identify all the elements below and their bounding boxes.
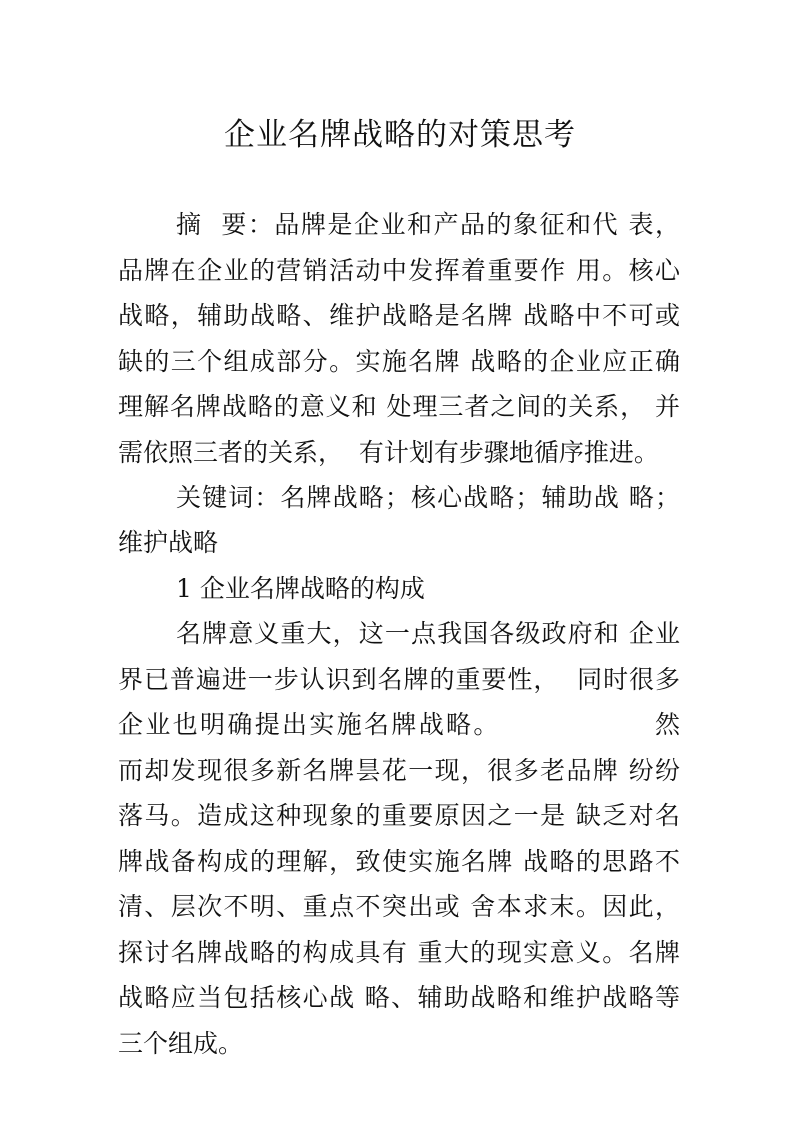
body-line: 战略应当包括核心战 略、辅助战略和维护战略等 [118, 983, 680, 1012]
body-line: 三个组成。 [118, 1029, 244, 1058]
body-line: 落马。造成这种现象的重要原因之一是 缺乏对名 [118, 801, 680, 830]
body-line: 牌战备构成的理解，致使实施名牌 战略的思路不 [118, 847, 680, 876]
abstract-line: 需依照三者的关系， 有计划有步骤地循序推进。 [118, 438, 659, 467]
abstract-line: 理解名牌战略的意义和 处理三者之间的关系， 并 [118, 392, 680, 421]
body-line: 探讨名牌战略的构成具有 重大的现实意义。名牌 [118, 938, 680, 967]
body-line: 而却发现很多新名牌昙花一现，很多老品牌 纷纷 [118, 756, 680, 785]
body-line: 名牌意义重大，这一点我国各级政府和 企业 [176, 619, 680, 648]
keywords-line: 维护战略 [118, 528, 219, 557]
keywords-line: 关键词：名牌战略；核心战略；辅助战 略； [176, 483, 680, 512]
abstract-line: 摘 要：品牌是企业和产品的象征和代 表， [176, 210, 680, 239]
abstract-line: 品牌在企业的营销活动中发挥着重要作 用。核心 [118, 256, 680, 285]
section-heading: 1 企业名牌战略的构成 [176, 574, 425, 603]
body-line: 清、层次不明、重点不突出或 舍本求末。因此， [118, 892, 680, 921]
abstract-line: 战略，辅助战略、维护战略是名牌 战略中不可或 [118, 301, 680, 330]
document-title: 企业名牌战略的对策思考 [224, 117, 576, 153]
abstract-line: 缺的三个组成部分。实施名牌 战略的企业应正确 [118, 347, 680, 376]
body-line: 企业也明确提出实施名牌战略。 然 [118, 710, 680, 739]
body-line: 界已普遍进一步认识到名牌的重要性， 同时很多 [118, 665, 680, 694]
